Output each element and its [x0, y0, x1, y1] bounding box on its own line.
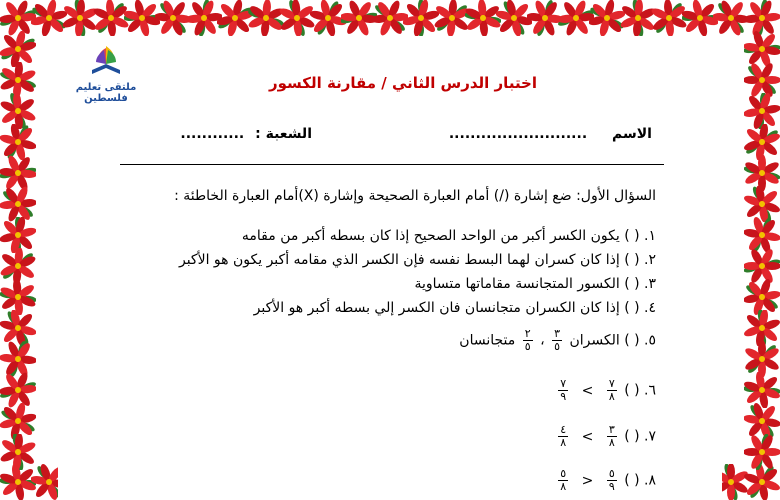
section-dots[interactable]: ............: [180, 126, 245, 142]
item-text: الكسور المتجانسة مقاماتها متساوية: [414, 276, 620, 292]
question-item: [179, 252, 656, 268]
question-heading: السؤال الأول: ضع إشارة (/) أمام العبارة الصحيحة وإشارة (X)أمام العبارة الخاطئة :: [174, 188, 656, 204]
item-number: ٨.: [644, 472, 656, 489]
item-text-after: متجانسان: [459, 332, 516, 349]
name-label: الاسم: [612, 126, 652, 142]
separator: ،: [540, 332, 545, 349]
name-field: [449, 126, 652, 142]
item-number: ٦.: [644, 382, 656, 399]
fraction: $\frac{٤}{٨}$: [560, 423, 567, 449]
item-text: إذا كان كسران لهما البسط نفسه فإن الكسر الذي مقامه أكبر يكون هو الأكبر: [178, 252, 620, 268]
question-item: [414, 276, 656, 292]
fraction: $\frac{٣}{٨}$: [608, 423, 615, 449]
question-item: [555, 378, 656, 403]
answer-parens[interactable]: ( ): [624, 428, 640, 445]
answer-parens[interactable]: ( ): [624, 276, 640, 292]
question-item: [459, 328, 656, 353]
book-icon: [86, 40, 126, 80]
section-label: الشعبة :: [255, 126, 312, 142]
fraction: $\frac{٢}{٥}$: [524, 327, 531, 353]
item-text: يكون الكسر أكبر من الواحد الصحيح إذا كان بسطه أكبر من مقامه: [241, 228, 620, 244]
answer-parens[interactable]: ( ): [624, 332, 640, 349]
name-dots[interactable]: ..........................: [448, 126, 588, 142]
fraction: $\frac{٣}{٥}$: [554, 327, 560, 353]
poinsettia-icon: [744, 434, 780, 470]
divider-line: [120, 164, 664, 165]
question-item: [254, 300, 656, 316]
worksheet-page: [58, 36, 722, 500]
comparison-operator: >: [581, 428, 594, 445]
fraction: $\frac{٥}{٩}$: [608, 467, 615, 493]
fraction: $\frac{٥}{٨}$: [560, 467, 567, 493]
item-text: إذا كان الكسران متجانسان فان الكسر إلي بسطه أكبر هو الأكبر: [253, 300, 620, 316]
answer-parens[interactable]: ( ): [624, 252, 640, 268]
fraction: $\frac{٧}{٨}$: [608, 377, 615, 403]
question-item: [242, 228, 656, 244]
item-number: ١.: [644, 228, 656, 244]
logo: [60, 38, 152, 102]
answer-parens[interactable]: ( ): [624, 228, 640, 244]
item-number: ٤.: [644, 300, 656, 316]
question-item: [555, 424, 656, 449]
fraction: $\frac{٧}{٩}$: [560, 377, 567, 403]
answer-parens[interactable]: ( ): [624, 300, 640, 316]
section-field: [180, 126, 312, 142]
logo-text: ملتقى تعليم فلسطين: [75, 82, 137, 104]
comparison-operator: >: [581, 382, 594, 399]
page-title: اختبار الدرس الثاني / مقارنة الكسور: [268, 74, 538, 92]
comparison-operator: <: [581, 472, 594, 489]
item-number: ٧.: [644, 428, 656, 445]
question-item: [555, 468, 656, 493]
answer-parens[interactable]: ( ): [624, 382, 640, 399]
item-number: ٥.: [644, 332, 656, 349]
answer-parens[interactable]: ( ): [624, 472, 640, 489]
poinsettia-icon: [0, 434, 36, 470]
item-number: ٣.: [644, 276, 656, 292]
item-text-before: الكسران: [569, 332, 620, 349]
item-number: ٢.: [644, 252, 656, 268]
